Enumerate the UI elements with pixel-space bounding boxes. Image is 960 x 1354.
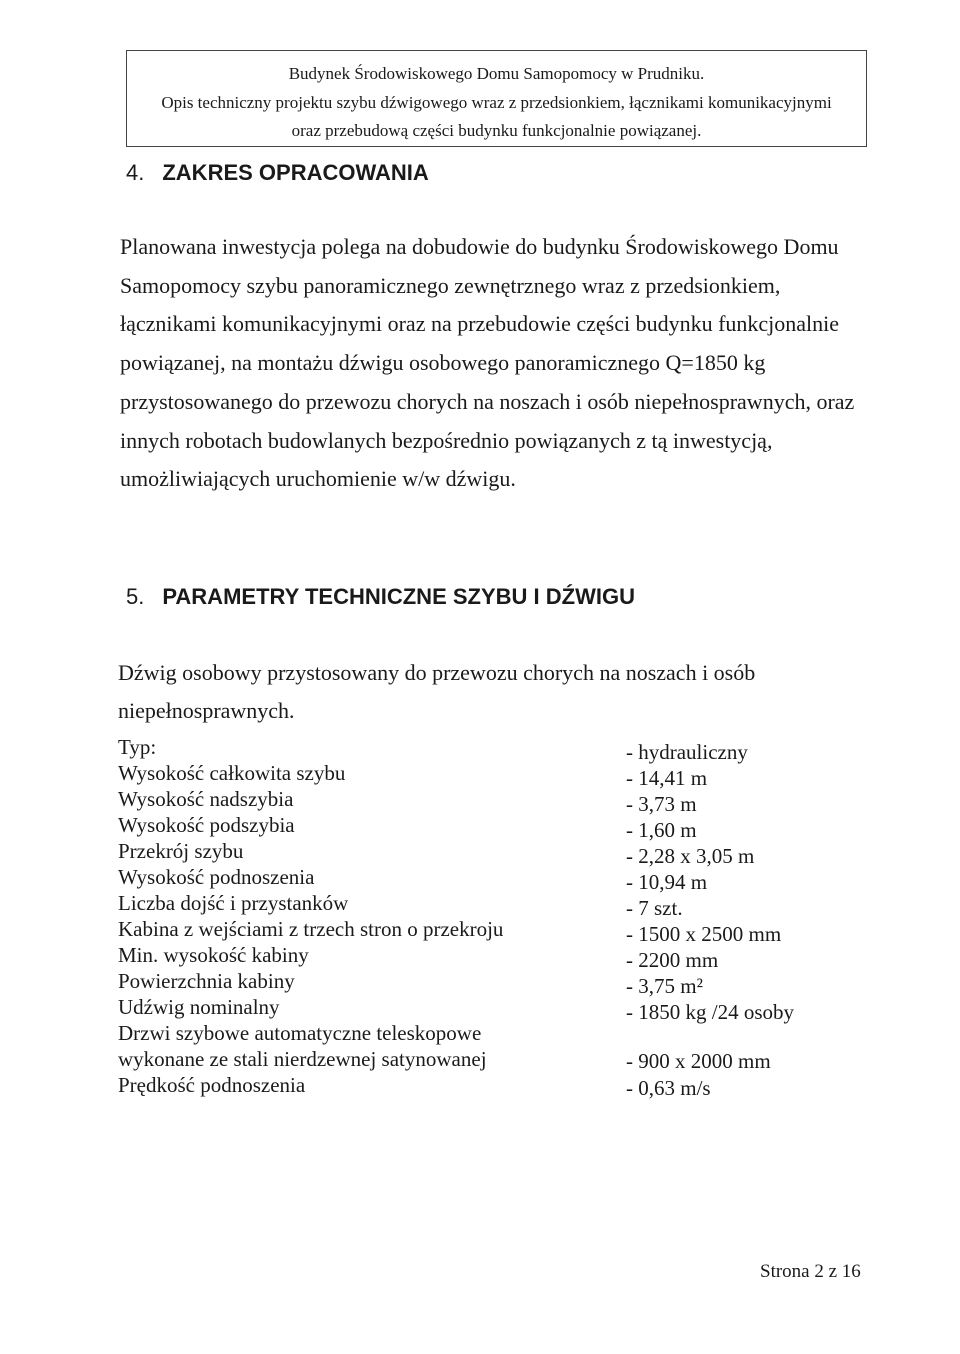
header-title: Budynek Środowiskowego Domu Samopomocy w Prudniku. — [288, 64, 705, 83]
parameter-value: - 10,94 m — [626, 870, 708, 894]
header-subtitle-continued: oraz przebudową części budynku funkcjonalnie powiązanej. — [291, 121, 702, 140]
parameter-value: - 3,73 m — [626, 792, 697, 816]
parameter-value: - 14,41 m — [626, 766, 708, 790]
parameter-row — [118, 890, 878, 920]
page-number: Strona 2 z 16 — [760, 1261, 861, 1282]
parameter-label — [118, 1020, 487, 1072]
header-subtitle: Opis techniczny projektu szybu dźwigowego wraz z przedsionkiem, łącznikami komunikacyjnymi — [161, 93, 832, 112]
parameter-row — [118, 812, 878, 842]
section-5-heading — [126, 584, 635, 610]
parameter-value: - 1500 x 2500 mm — [626, 922, 782, 946]
section-title: ZAKRES OPRACOWANIA — [162, 160, 429, 185]
parameter-value: - 1,60 m — [626, 818, 697, 842]
parameter-row — [118, 838, 878, 868]
parameter-row — [118, 1020, 878, 1072]
parameter-label-line: wykonane ze stali nierdzewnej satynowanej — [118, 1047, 487, 1071]
parameter-value: - 0,63 m/s — [626, 1076, 711, 1100]
parameter-row — [118, 786, 878, 816]
parameter-value: - 7 szt. — [626, 896, 683, 920]
parameter-label: Przekrój szybu — [118, 839, 244, 863]
parameter-value: - 900 x 2000 mm — [626, 1049, 771, 1073]
parameter-label: Typ: — [118, 735, 157, 759]
parameter-label: Wysokość całkowita szybu — [118, 761, 346, 785]
parameter-row — [118, 1072, 878, 1098]
parameter-row — [118, 994, 878, 1024]
section-number: 5. — [126, 584, 145, 609]
parameter-value: - 2,28 x 3,05 m — [626, 844, 755, 868]
parameter-row — [118, 734, 878, 764]
section-number: 4. — [126, 160, 145, 185]
parameter-value: - 1850 kg /24 osoby — [626, 1000, 794, 1024]
section-5-intro: Dźwig osobowy przystosowany do przewozu chorych na noszach i osób niepełnosprawnych. — [118, 660, 756, 723]
parameter-label: Kabina z wejściami z trzech stron o przekroju — [118, 917, 504, 941]
parameter-row — [118, 942, 878, 972]
parameter-label: Wysokość podszybia — [118, 813, 295, 837]
section-4-body: Planowana inwestycja polega na dobudowie do budynku Środowiskowego Domu Samopomocy szybu panoramicznego zewnętrznego wraz z przedsionkiem, łącznikami komunikacyjnymi oraz na przebudowie części budynku funkcjonalnie powiązanej, na montażu dźwigu osobowego panoramicznego Q=1850 kg przystosowanego do przewozu chorych na noszach i osób niepełnosprawnych, oraz innych robotach budowlanych bezpośrednio powiązanych z tą inwestycją, umożliwiających uruchomienie w/w dźwigu. — [120, 234, 855, 492]
parameter-label: Wysokość podnoszenia — [118, 865, 315, 889]
parameter-row — [118, 760, 878, 790]
parameter-row — [118, 916, 878, 946]
section-4-heading — [126, 160, 429, 186]
parameter-value: - hydrauliczny — [626, 740, 748, 764]
parameter-label: Liczba dojść i przystanków — [118, 891, 349, 915]
document-header — [126, 50, 867, 147]
parameter-label: Min. wysokość kabiny — [118, 943, 309, 967]
parameter-label: Wysokość nadszybia — [118, 787, 294, 811]
parameter-label: Udźwig nominalny — [118, 995, 280, 1019]
parameter-row — [118, 968, 878, 998]
section-title: PARAMETRY TECHNICZNE SZYBU I DŹWIGU — [162, 584, 635, 609]
parameter-value: - 3,75 m² — [626, 974, 703, 998]
parameter-label-line: Drzwi szybowe automatyczne teleskopowe — [118, 1021, 482, 1045]
parameter-value: - 2200 mm — [626, 948, 719, 972]
parameter-row — [118, 864, 878, 894]
parameter-label: Powierzchnia kabiny — [118, 969, 295, 993]
parameters-list — [118, 734, 878, 1098]
parameter-label: Prędkość podnoszenia — [118, 1073, 306, 1097]
